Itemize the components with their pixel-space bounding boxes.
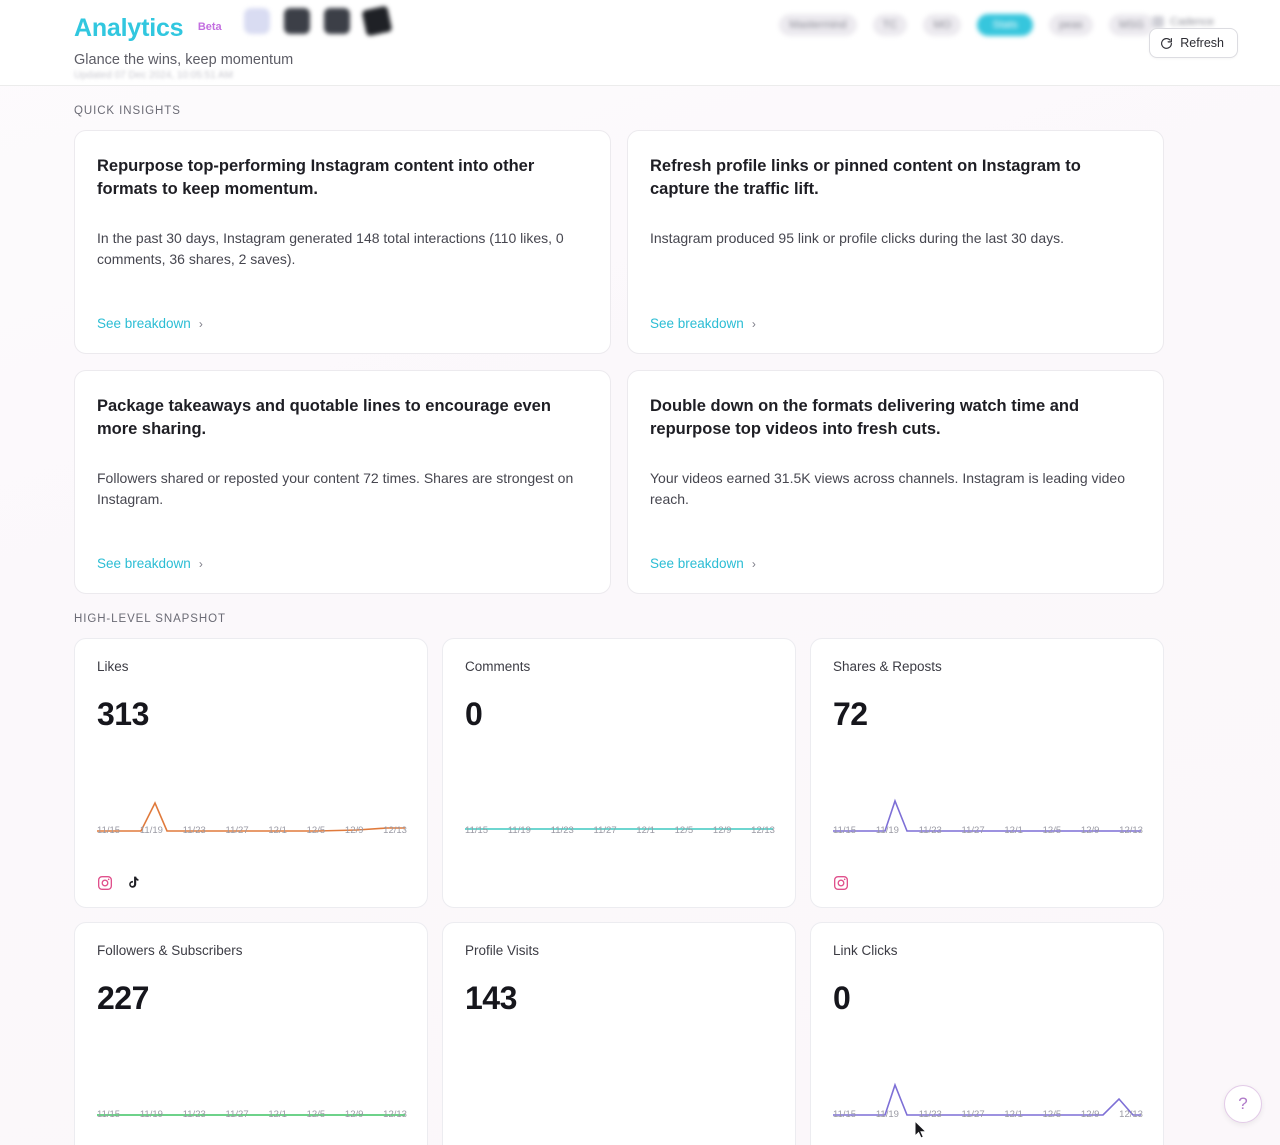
quick-insights-grid <box>74 130 1164 594</box>
insight-title: Refresh profile links or pinned content on Instagram to capture the traffic lift. <box>650 157 1081 199</box>
see-breakdown-link[interactable] <box>650 556 756 571</box>
insight-body: Your videos earned 31.5K views across channels. Instagram is leading video reach. <box>650 469 1125 508</box>
insight-body: Instagram produced 95 link or profile clicks during the last 30 days. <box>650 229 1064 246</box>
axis-tick: 11/19 <box>875 1109 899 1120</box>
axis-tick: 12/9 <box>1080 1109 1100 1120</box>
axis-tick: 11/15 <box>833 1109 857 1120</box>
metric-label: Shares & Reposts <box>833 659 942 674</box>
axis-tick: 11/23 <box>550 825 574 836</box>
snapshot-label: HIGH-LEVEL SNAPSHOT <box>74 613 226 625</box>
app-header <box>0 0 1280 86</box>
axis-tick: 12/1 <box>636 825 655 836</box>
axis-tick: 11/27 <box>225 825 249 836</box>
app-switcher-icon[interactable] <box>244 8 270 34</box>
metric-label: Link Clicks <box>833 943 898 958</box>
tiktok-icon[interactable] <box>125 875 141 891</box>
sparkline-axis <box>833 825 1143 836</box>
refresh-icon <box>1160 37 1173 50</box>
insight-title: Package takeaways and quotable lines to encourage even more sharing. <box>97 397 551 439</box>
axis-tick: 11/27 <box>961 1109 985 1120</box>
quick-insights-label: QUICK INSIGHTS <box>74 105 181 117</box>
refresh-button[interactable] <box>1149 28 1238 58</box>
see-breakdown-link[interactable] <box>97 556 203 571</box>
account-name: Cadence <box>1170 16 1215 28</box>
axis-tick: 12/1 <box>268 1109 287 1120</box>
nav-item-3[interactable]: Stats <box>977 14 1033 36</box>
metric-card-shares <box>810 638 1164 908</box>
metric-card-comments <box>442 638 796 908</box>
mouse-cursor <box>914 1120 928 1140</box>
metric-card-likes <box>74 638 428 908</box>
platform-row <box>833 875 849 891</box>
chevron-right-icon: › <box>198 556 203 571</box>
axis-tick: 12/13 <box>383 1109 407 1120</box>
instagram-icon[interactable] <box>97 875 113 891</box>
axis-tick: 11/19 <box>875 825 899 836</box>
axis-tick: 12/13 <box>383 825 407 836</box>
insight-card <box>74 370 611 594</box>
axis-tick: 12/5 <box>306 825 326 836</box>
help-icon: ? <box>1238 1094 1248 1113</box>
header-nav <box>779 14 1154 36</box>
axis-tick: 12/5 <box>1042 825 1062 836</box>
sparkline-axis <box>833 1109 1143 1120</box>
metric-card-link-clicks <box>810 922 1164 1145</box>
axis-tick: 11/15 <box>97 825 121 836</box>
axis-tick: 11/23 <box>182 825 206 836</box>
metric-label: Likes <box>97 659 129 674</box>
metric-value: 313 <box>97 696 149 732</box>
metric-value: 72 <box>833 696 868 732</box>
insight-body: In the past 30 days, Instagram generated 148 total interactions (110 likes, 0 comments, 36 shares, 2 saves). <box>97 229 564 268</box>
axis-tick: 12/9 <box>344 1109 364 1120</box>
sparkline-axis <box>97 825 407 836</box>
insight-title: Repurpose top-performing Instagram content into other formats to keep momentum. <box>97 157 535 199</box>
axis-tick: 11/23 <box>182 1109 206 1120</box>
axis-tick: 12/1 <box>1004 825 1023 836</box>
axis-tick: 12/13 <box>751 825 775 836</box>
see-breakdown-label: See breakdown <box>650 316 744 331</box>
metric-value: 227 <box>97 980 149 1016</box>
nav-item-1[interactable]: TC <box>873 14 908 36</box>
axis-tick: 12/1 <box>1004 1109 1023 1120</box>
see-breakdown-link[interactable] <box>97 316 203 331</box>
insight-body: Followers shared or reposted your content 72 times. Shares are strongest on Instagram. <box>97 469 574 508</box>
beta-badge: Beta <box>197 21 222 33</box>
axis-tick: 11/15 <box>97 1109 121 1120</box>
axis-tick: 12/1 <box>268 825 287 836</box>
see-breakdown-label: See breakdown <box>97 316 191 331</box>
axis-tick: 12/5 <box>674 825 694 836</box>
nav-item-4[interactable]: peas <box>1049 14 1093 36</box>
axis-tick: 11/19 <box>139 1109 163 1120</box>
axis-tick: 11/15 <box>465 825 489 836</box>
axis-tick: 12/13 <box>1119 825 1143 836</box>
metric-label: Followers & Subscribers <box>97 943 243 958</box>
axis-tick: 12/13 <box>1119 1109 1143 1120</box>
axis-tick: 11/23 <box>918 825 942 836</box>
help-button[interactable] <box>1224 1085 1262 1123</box>
nav-item-2[interactable]: MO <box>923 14 961 36</box>
axis-tick: 11/27 <box>225 1109 249 1120</box>
insight-card <box>627 130 1164 354</box>
sparkline-axis <box>97 1109 407 1120</box>
chevron-right-icon: › <box>751 316 756 331</box>
insight-title: Double down on the formats delivering watch time and repurpose top videos into fresh cuts. <box>650 397 1080 439</box>
axis-tick: 11/19 <box>507 825 531 836</box>
metric-value: 0 <box>833 980 851 1016</box>
chart-tool-icon[interactable] <box>284 8 310 34</box>
chevron-right-icon: › <box>198 316 203 331</box>
insight-card <box>74 130 611 354</box>
nav-item-0[interactable]: Mastermind <box>779 14 856 36</box>
axis-tick: 11/15 <box>833 825 857 836</box>
app-title: Analytics <box>74 14 184 42</box>
axis-tick: 11/27 <box>961 825 985 836</box>
page-subtitle: Glance the wins, keep momentum <box>74 52 294 68</box>
header-icon-cluster <box>244 8 390 34</box>
refresh-label: Refresh <box>1180 36 1224 50</box>
pen-tool-icon[interactable] <box>362 6 393 37</box>
axis-tick: 11/19 <box>139 825 163 836</box>
axis-tick: 11/27 <box>593 825 617 836</box>
axis-tick: 12/5 <box>1042 1109 1062 1120</box>
see-breakdown-label: See breakdown <box>650 556 744 571</box>
brand <box>74 14 222 43</box>
platform-row <box>97 875 141 891</box>
axis-tick: 12/9 <box>712 825 732 836</box>
nav-item-5[interactable]: MSG <box>1109 14 1154 36</box>
see-breakdown-link[interactable] <box>650 316 756 331</box>
chevron-right-icon: › <box>751 556 756 571</box>
account-avatar <box>1152 16 1164 28</box>
metric-value: 143 <box>465 980 517 1016</box>
metric-label: Profile Visits <box>465 943 540 958</box>
metric-card-followers <box>74 922 428 1145</box>
metric-card-profile-visits <box>442 922 796 1145</box>
see-breakdown-label: See breakdown <box>97 556 191 571</box>
insight-card <box>627 370 1164 594</box>
last-updated-text: Updated 07 Dec 2024, 10:05:51 AM <box>74 70 234 81</box>
axis-tick: 12/9 <box>1080 825 1100 836</box>
snapshot-grid <box>74 638 1164 1145</box>
axis-tick: 12/9 <box>344 825 364 836</box>
axis-tick: 12/5 <box>306 1109 326 1120</box>
instagram-icon[interactable] <box>833 875 849 891</box>
sparkline-axis <box>465 825 775 836</box>
note-tool-icon[interactable] <box>324 8 350 34</box>
metric-label: Comments <box>465 659 531 674</box>
metric-value: 0 <box>465 696 483 732</box>
axis-tick: 11/23 <box>918 1109 942 1120</box>
